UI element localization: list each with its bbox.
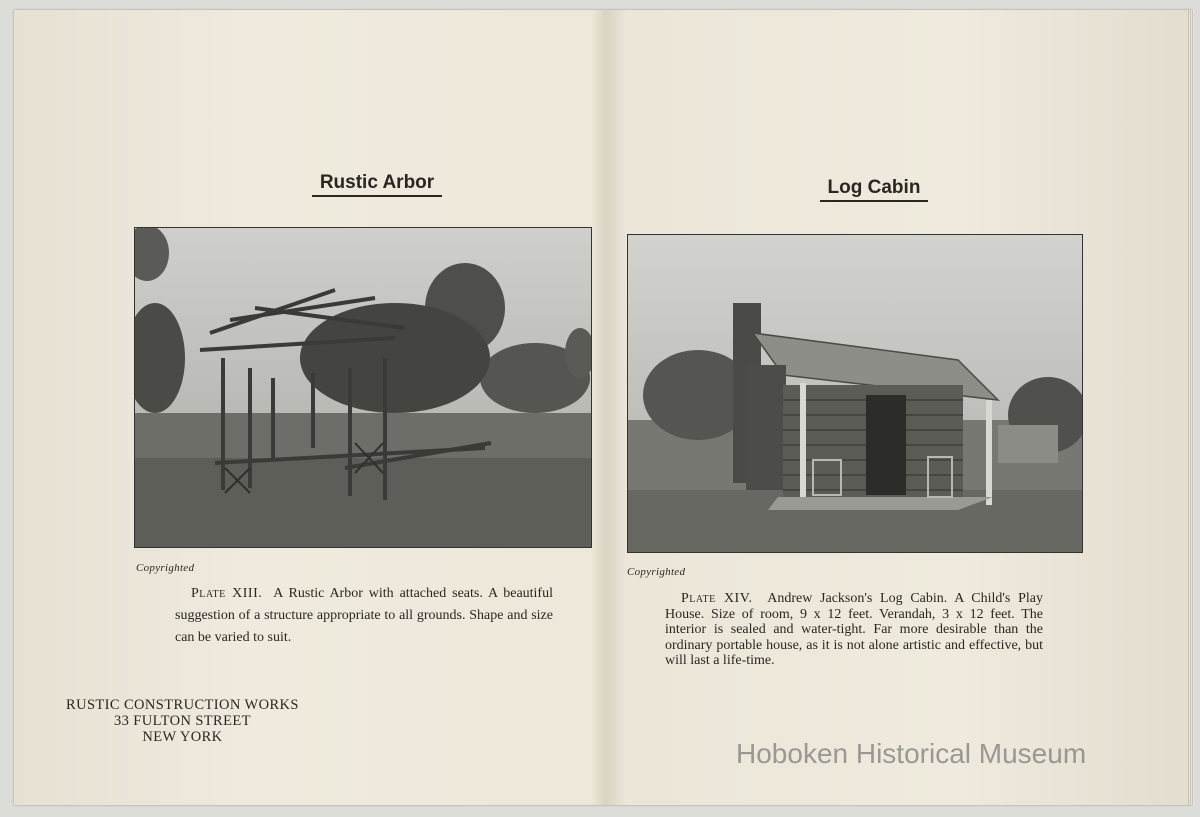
rustic-arbor-photo xyxy=(134,227,592,548)
left-page-title: Rustic Arbor xyxy=(312,172,442,197)
imprint-company: RUSTIC CONSTRUCTION WORKS xyxy=(66,697,299,713)
left-copyright-label: Copyrighted xyxy=(136,562,195,574)
imprint-city: NEW YORK xyxy=(142,729,223,745)
museum-watermark: Hoboken Historical Museum xyxy=(736,738,1087,769)
right-plate-caption xyxy=(665,591,1043,669)
page-edge xyxy=(1188,10,1194,805)
imprint-street: 33 FULTON STREET xyxy=(113,713,251,729)
left-caption-text: A Rustic Arbor with attached seats. A beautiful suggestion of a structure appropriate to all grounds. Shape and size can be varied to suit. xyxy=(175,586,553,645)
left-plate-number: Plate XIII. xyxy=(191,586,263,601)
right-plate-number: Plate XIV. xyxy=(681,591,753,606)
right-caption-text: Andrew Jackson's Log Cabin. A Child's Play House. Size of room, 9 x 12 feet. Verandah, 3 x 12 feet. The interior is sealed and water-tight. Far more desirable than the ordinary portable house, as it is not alone artistic and effective, but will last a life-time. xyxy=(665,591,1043,668)
right-page-title: Log Cabin xyxy=(820,177,928,202)
right-copyright-label: Copyrighted xyxy=(627,566,686,578)
publisher-imprint xyxy=(66,697,299,745)
log-cabin-photo xyxy=(627,234,1083,553)
left-plate-caption xyxy=(175,583,553,649)
